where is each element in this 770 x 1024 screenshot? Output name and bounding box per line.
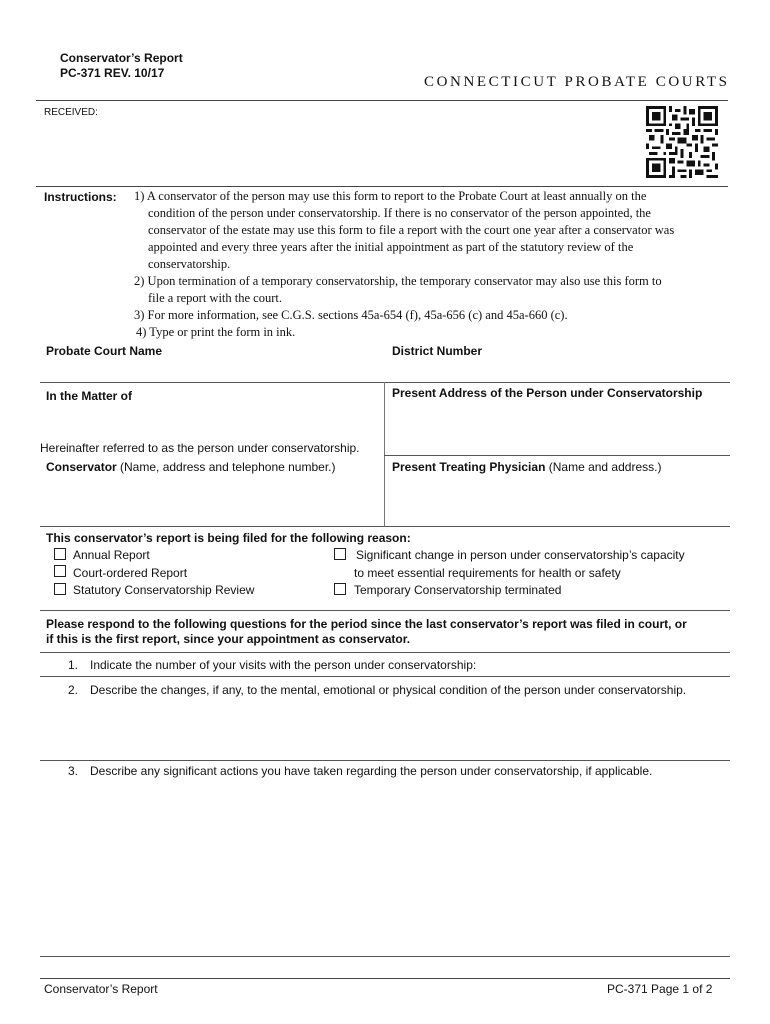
- court-ordered-report-checkbox[interactable]: [54, 565, 66, 577]
- temporary-terminated-label: Temporary Conservatorship terminated: [354, 583, 562, 597]
- qr-code-icon: [646, 106, 718, 178]
- instruction-line: 1) A conservator of the person may use this form to report to the Probate Court at least annually on the: [134, 189, 647, 203]
- district-number-field[interactable]: [388, 360, 728, 380]
- received-label: RECEIVED:: [44, 107, 98, 118]
- question-1-text: Indicate the number of your visits with the person under conservatorship:: [90, 658, 477, 672]
- column-divider: [384, 382, 385, 526]
- physician-label-bold: Present Treating Physician: [392, 460, 546, 474]
- court-name: CONNECTICUT PROBATE COURTS: [424, 74, 730, 90]
- instruction-line: appointed and every three years after the initial appointment as part of the statutory review of the: [148, 240, 634, 254]
- question-2-rule: [40, 760, 730, 761]
- question-1-rule: [40, 676, 730, 677]
- statutory-review-checkbox[interactable]: [54, 583, 66, 595]
- instruction-line: 3) For more information, see C.G.S. sections 45a-654 (f), 45a-656 (c) and 45a-660 (c).: [134, 308, 568, 322]
- physician-label-note: (Name and address.): [545, 460, 662, 474]
- questions-intro-rule: [40, 652, 730, 653]
- instruction-line: file a report with the court.: [148, 291, 282, 305]
- conservator-label-note: (Name, address and telephone number.): [116, 460, 336, 474]
- present-address-label: Present Address of the Person under Conservatorship: [392, 386, 703, 400]
- conservator-row-rule: [40, 526, 730, 527]
- form-title: Conservator’s Report: [60, 51, 183, 65]
- significant-change-label: Significant change in person under conservatorship’s capacity: [356, 548, 685, 562]
- instruction-line: 4) Type or print the form in ink.: [136, 325, 296, 339]
- temporary-terminated-checkbox[interactable]: [334, 583, 346, 595]
- question-2-text: Describe the changes, if any, to the mental, emotional or physical condition of the person under conservatorship.: [90, 683, 687, 697]
- annual-report-checkbox[interactable]: [54, 548, 66, 560]
- conservator-field[interactable]: [40, 476, 380, 522]
- question-3-answer-area[interactable]: [40, 782, 730, 952]
- question-3-text: Describe any significant actions you have taken regarding the person under conservatorship, if applicable.: [90, 764, 653, 778]
- probate-court-name-label: Probate Court Name: [46, 344, 163, 358]
- question-2-number: 2.: [68, 683, 79, 697]
- reason-heading: This conservator’s report is being filed for the following reason:: [46, 531, 411, 545]
- footer-page: PC-371 Page 1 of 2: [607, 982, 713, 996]
- conservator-label-bold: Conservator: [46, 460, 117, 474]
- probate-court-name-field[interactable]: [40, 360, 380, 380]
- instructions-label: Instructions:: [44, 190, 117, 204]
- court-row-rule: [40, 382, 730, 383]
- significant-change-checkbox[interactable]: [334, 548, 346, 560]
- question-1-number: 1.: [68, 658, 79, 672]
- physician-label: [392, 460, 661, 474]
- court-ordered-report-label: Court-ordered Report: [73, 566, 188, 580]
- questions-intro: Please respond to the following questions for the period since the last conservator’s report was filed in court, or: [46, 617, 687, 631]
- address-rule: [384, 455, 730, 456]
- conservator-label: [46, 460, 335, 474]
- in-the-matter-of-label: In the Matter of: [46, 389, 132, 403]
- reason-rule: [40, 610, 730, 611]
- hereinafter-note: Hereinafter referred to as the person under conservatorship.: [40, 441, 360, 455]
- instruction-line: 2) Upon termination of a temporary conservatorship, the temporary conservator may also use this form to: [134, 274, 662, 288]
- header-rule: [36, 100, 728, 101]
- question-3-number: 3.: [68, 764, 79, 778]
- question-3-rule: [40, 956, 730, 957]
- instructions-rule: [36, 186, 728, 187]
- instruction-line: condition of the person under conservatorship. If there is no conservator of the person appointed, the: [148, 206, 651, 220]
- question-2-answer-area[interactable]: [40, 700, 730, 756]
- footer-left: Conservator’s Report: [44, 982, 158, 996]
- annual-report-label: Annual Report: [73, 548, 150, 562]
- questions-intro-cont: if this is the first report, since your appointment as conservator.: [46, 632, 411, 646]
- district-number-label: District Number: [392, 344, 483, 358]
- instruction-line: conservatorship.: [148, 257, 231, 271]
- physician-field[interactable]: [388, 476, 728, 522]
- statutory-review-label: Statutory Conservatorship Review: [73, 583, 255, 597]
- instruction-line: conservator of the estate may use this form to file a report with the court one year after a conservator was: [148, 223, 675, 237]
- footer-rule: [40, 978, 730, 979]
- significant-change-label-cont: to meet essential requirements for health or safety: [354, 566, 621, 580]
- form-number: PC-371 REV. 10/17: [60, 66, 165, 80]
- in-the-matter-of-field[interactable]: [40, 405, 380, 437]
- present-address-field[interactable]: [388, 402, 728, 452]
